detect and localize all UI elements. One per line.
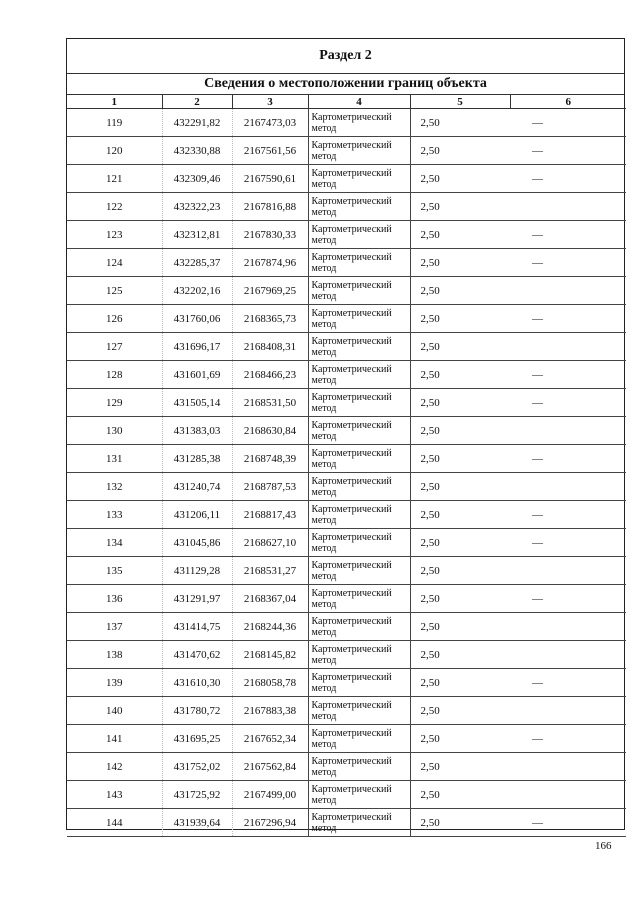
table-row bbox=[67, 613, 626, 641]
table-row bbox=[67, 725, 626, 753]
accuracy-cell: 2,50 bbox=[410, 249, 510, 277]
method-cell bbox=[308, 165, 410, 193]
accuracy-cell: 2,50 bbox=[410, 277, 510, 305]
method-cell bbox=[308, 221, 410, 249]
method-line-2: метод bbox=[311, 822, 337, 834]
y-coordinate-cell: 2168630,84 bbox=[232, 417, 308, 445]
method-cell bbox=[308, 613, 410, 641]
y-coordinate-cell: 2167590,61 bbox=[232, 165, 308, 193]
table-header-row bbox=[67, 95, 626, 109]
x-coordinate-cell: 431695,25 bbox=[162, 725, 232, 753]
table-row bbox=[67, 137, 626, 165]
accuracy-cell: 2,50 bbox=[410, 333, 510, 361]
y-coordinate-cell: 2167473,03 bbox=[232, 109, 308, 137]
x-coordinate-cell: 432309,46 bbox=[162, 165, 232, 193]
description-cell bbox=[510, 557, 626, 585]
description-cell: — bbox=[510, 109, 626, 137]
point-number-cell: 136 bbox=[67, 585, 162, 613]
y-coordinate-cell: 2167816,88 bbox=[232, 193, 308, 221]
description-cell: — bbox=[510, 529, 626, 557]
accuracy-cell: 2,50 bbox=[410, 781, 510, 809]
table-row bbox=[67, 697, 626, 725]
method-line-2: метод bbox=[311, 430, 337, 442]
column-header: 3 bbox=[232, 95, 308, 109]
point-number-cell: 142 bbox=[67, 753, 162, 781]
x-coordinate-cell: 431129,28 bbox=[162, 557, 232, 585]
document-sheet bbox=[66, 38, 625, 834]
method-line-2: метод bbox=[311, 682, 337, 694]
y-coordinate-cell: 2167499,00 bbox=[232, 781, 308, 809]
method-line-1: Картометрический bbox=[311, 727, 392, 739]
description-cell bbox=[510, 753, 626, 781]
method-line-2: метод bbox=[311, 710, 337, 722]
table-row bbox=[67, 389, 626, 417]
boundary-points-table bbox=[67, 95, 626, 837]
description-cell: — bbox=[510, 809, 626, 837]
description-cell bbox=[510, 333, 626, 361]
method-line-2: метод bbox=[311, 346, 337, 358]
point-number-cell: 126 bbox=[67, 305, 162, 333]
point-number-cell: 141 bbox=[67, 725, 162, 753]
page-number: 166 bbox=[595, 840, 612, 852]
method-line-2: метод bbox=[311, 654, 337, 666]
method-cell bbox=[308, 557, 410, 585]
method-line-2: метод bbox=[311, 458, 337, 470]
method-line-1: Картометрический bbox=[311, 447, 392, 459]
x-coordinate-cell: 431725,92 bbox=[162, 781, 232, 809]
point-number-cell: 128 bbox=[67, 361, 162, 389]
method-cell bbox=[308, 361, 410, 389]
table-row bbox=[67, 585, 626, 613]
y-coordinate-cell: 2167830,33 bbox=[232, 221, 308, 249]
accuracy-cell: 2,50 bbox=[410, 137, 510, 165]
method-line-1: Картометрический bbox=[311, 587, 392, 599]
description-cell bbox=[510, 417, 626, 445]
description-cell bbox=[510, 641, 626, 669]
y-coordinate-cell: 2167562,84 bbox=[232, 753, 308, 781]
method-cell bbox=[308, 641, 410, 669]
method-line-2: метод bbox=[311, 206, 337, 218]
x-coordinate-cell: 431291,97 bbox=[162, 585, 232, 613]
method-line-2: метод bbox=[311, 598, 337, 610]
point-number-cell: 144 bbox=[67, 809, 162, 837]
method-cell bbox=[308, 249, 410, 277]
y-coordinate-cell: 2168531,27 bbox=[232, 557, 308, 585]
point-number-cell: 121 bbox=[67, 165, 162, 193]
x-coordinate-cell: 431610,30 bbox=[162, 669, 232, 697]
method-line-2: метод bbox=[311, 290, 337, 302]
method-line-2: метод bbox=[311, 570, 337, 582]
y-coordinate-cell: 2167883,38 bbox=[232, 697, 308, 725]
accuracy-cell: 2,50 bbox=[410, 529, 510, 557]
y-coordinate-cell: 2168145,82 bbox=[232, 641, 308, 669]
method-cell bbox=[308, 445, 410, 473]
accuracy-cell: 2,50 bbox=[410, 473, 510, 501]
description-cell bbox=[510, 781, 626, 809]
y-coordinate-cell: 2168408,31 bbox=[232, 333, 308, 361]
column-header: 2 bbox=[162, 95, 232, 109]
accuracy-cell: 2,50 bbox=[410, 361, 510, 389]
table-row bbox=[67, 809, 626, 837]
accuracy-cell: 2,50 bbox=[410, 641, 510, 669]
method-cell bbox=[308, 473, 410, 501]
accuracy-cell: 2,50 bbox=[410, 193, 510, 221]
method-line-1: Картометрический bbox=[311, 811, 392, 823]
method-line-1: Картометрический bbox=[311, 195, 392, 207]
description-cell: — bbox=[510, 249, 626, 277]
method-line-1: Картометрический bbox=[311, 363, 392, 375]
method-cell bbox=[308, 781, 410, 809]
description-cell: — bbox=[510, 501, 626, 529]
description-cell: — bbox=[510, 585, 626, 613]
method-cell bbox=[308, 137, 410, 165]
method-line-1: Картометрический bbox=[311, 391, 392, 403]
subsection-title: Сведения о местоположении границ объекта bbox=[67, 74, 624, 95]
y-coordinate-cell: 2168787,53 bbox=[232, 473, 308, 501]
y-coordinate-cell: 2168058,78 bbox=[232, 669, 308, 697]
x-coordinate-cell: 431414,75 bbox=[162, 613, 232, 641]
method-line-2: метод bbox=[311, 514, 337, 526]
method-cell bbox=[308, 697, 410, 725]
accuracy-cell: 2,50 bbox=[410, 389, 510, 417]
method-line-2: метод bbox=[311, 178, 337, 190]
method-line-1: Картометрический bbox=[311, 531, 392, 543]
method-cell bbox=[308, 501, 410, 529]
point-number-cell: 119 bbox=[67, 109, 162, 137]
description-cell bbox=[510, 193, 626, 221]
x-coordinate-cell: 432202,16 bbox=[162, 277, 232, 305]
point-number-cell: 127 bbox=[67, 333, 162, 361]
table-row bbox=[67, 165, 626, 193]
method-cell bbox=[308, 109, 410, 137]
method-cell bbox=[308, 669, 410, 697]
description-cell: — bbox=[510, 221, 626, 249]
point-number-cell: 124 bbox=[67, 249, 162, 277]
table-row bbox=[67, 669, 626, 697]
method-line-1: Картометрический bbox=[311, 111, 392, 123]
y-coordinate-cell: 2167969,25 bbox=[232, 277, 308, 305]
y-coordinate-cell: 2168367,04 bbox=[232, 585, 308, 613]
x-coordinate-cell: 431383,03 bbox=[162, 417, 232, 445]
point-number-cell: 134 bbox=[67, 529, 162, 557]
y-coordinate-cell: 2167874,96 bbox=[232, 249, 308, 277]
table-row bbox=[67, 501, 626, 529]
point-number-cell: 143 bbox=[67, 781, 162, 809]
accuracy-cell: 2,50 bbox=[410, 585, 510, 613]
method-cell bbox=[308, 333, 410, 361]
accuracy-cell: 2,50 bbox=[410, 725, 510, 753]
x-coordinate-cell: 432322,23 bbox=[162, 193, 232, 221]
table-row bbox=[67, 557, 626, 585]
x-coordinate-cell: 431470,62 bbox=[162, 641, 232, 669]
x-coordinate-cell: 431780,72 bbox=[162, 697, 232, 725]
x-coordinate-cell: 432291,82 bbox=[162, 109, 232, 137]
x-coordinate-cell: 431939,64 bbox=[162, 809, 232, 837]
method-cell bbox=[308, 277, 410, 305]
method-line-2: метод bbox=[311, 738, 337, 750]
method-cell bbox=[308, 529, 410, 557]
x-coordinate-cell: 431752,02 bbox=[162, 753, 232, 781]
x-coordinate-cell: 431601,69 bbox=[162, 361, 232, 389]
section-title: Раздел 2 bbox=[67, 39, 624, 74]
x-coordinate-cell: 431760,06 bbox=[162, 305, 232, 333]
description-cell: — bbox=[510, 445, 626, 473]
method-line-1: Картометрический bbox=[311, 335, 392, 347]
method-line-1: Картометрический bbox=[311, 167, 392, 179]
method-line-1: Картометрический bbox=[311, 755, 392, 767]
point-number-cell: 123 bbox=[67, 221, 162, 249]
point-number-cell: 131 bbox=[67, 445, 162, 473]
description-cell bbox=[510, 473, 626, 501]
method-cell bbox=[308, 725, 410, 753]
method-line-2: метод bbox=[311, 262, 337, 274]
table-row bbox=[67, 109, 626, 137]
table-row bbox=[67, 781, 626, 809]
description-cell bbox=[510, 277, 626, 305]
column-header: 5 bbox=[410, 95, 510, 109]
method-line-1: Картометрический bbox=[311, 419, 392, 431]
x-coordinate-cell: 432330,88 bbox=[162, 137, 232, 165]
y-coordinate-cell: 2167561,56 bbox=[232, 137, 308, 165]
method-cell bbox=[308, 389, 410, 417]
method-line-2: метод bbox=[311, 766, 337, 778]
method-line-1: Картометрический bbox=[311, 643, 392, 655]
point-number-cell: 139 bbox=[67, 669, 162, 697]
description-cell: — bbox=[510, 165, 626, 193]
table-row bbox=[67, 753, 626, 781]
method-line-2: метод bbox=[311, 150, 337, 162]
point-number-cell: 135 bbox=[67, 557, 162, 585]
method-line-1: Картометрический bbox=[311, 699, 392, 711]
table-row bbox=[67, 193, 626, 221]
point-number-cell: 125 bbox=[67, 277, 162, 305]
table-row bbox=[67, 417, 626, 445]
accuracy-cell: 2,50 bbox=[410, 305, 510, 333]
method-line-2: метод bbox=[311, 486, 337, 498]
method-line-2: метод bbox=[311, 234, 337, 246]
description-cell bbox=[510, 697, 626, 725]
method-cell bbox=[308, 585, 410, 613]
accuracy-cell: 2,50 bbox=[410, 109, 510, 137]
x-coordinate-cell: 431285,38 bbox=[162, 445, 232, 473]
method-cell bbox=[308, 417, 410, 445]
accuracy-cell: 2,50 bbox=[410, 613, 510, 641]
table-row bbox=[67, 641, 626, 669]
method-cell bbox=[308, 809, 410, 837]
accuracy-cell: 2,50 bbox=[410, 165, 510, 193]
y-coordinate-cell: 2167296,94 bbox=[232, 809, 308, 837]
x-coordinate-cell: 431240,74 bbox=[162, 473, 232, 501]
y-coordinate-cell: 2168365,73 bbox=[232, 305, 308, 333]
accuracy-cell: 2,50 bbox=[410, 697, 510, 725]
accuracy-cell: 2,50 bbox=[410, 445, 510, 473]
method-cell bbox=[308, 305, 410, 333]
x-coordinate-cell: 431505,14 bbox=[162, 389, 232, 417]
table-row bbox=[67, 473, 626, 501]
method-line-1: Картометрический bbox=[311, 615, 392, 627]
method-line-1: Картометрический bbox=[311, 223, 392, 235]
column-header: 1 bbox=[67, 95, 162, 109]
table-row bbox=[67, 333, 626, 361]
point-number-cell: 132 bbox=[67, 473, 162, 501]
method-line-2: метод bbox=[311, 542, 337, 554]
table-row bbox=[67, 529, 626, 557]
point-number-cell: 138 bbox=[67, 641, 162, 669]
accuracy-cell: 2,50 bbox=[410, 809, 510, 837]
table-row bbox=[67, 305, 626, 333]
description-cell: — bbox=[510, 669, 626, 697]
x-coordinate-cell: 431206,11 bbox=[162, 501, 232, 529]
description-cell: — bbox=[510, 137, 626, 165]
method-cell bbox=[308, 193, 410, 221]
description-cell: — bbox=[510, 389, 626, 417]
accuracy-cell: 2,50 bbox=[410, 417, 510, 445]
method-line-1: Картометрический bbox=[311, 251, 392, 263]
method-line-2: метод bbox=[311, 374, 337, 386]
method-line-2: метод bbox=[311, 794, 337, 806]
accuracy-cell: 2,50 bbox=[410, 221, 510, 249]
column-header: 6 bbox=[510, 95, 626, 109]
table-body bbox=[67, 109, 626, 837]
method-line-2: метод bbox=[311, 122, 337, 134]
accuracy-cell: 2,50 bbox=[410, 557, 510, 585]
y-coordinate-cell: 2168817,43 bbox=[232, 501, 308, 529]
method-line-1: Картометрический bbox=[311, 503, 392, 515]
method-line-1: Картометрический bbox=[311, 139, 392, 151]
x-coordinate-cell: 431045,86 bbox=[162, 529, 232, 557]
point-number-cell: 133 bbox=[67, 501, 162, 529]
accuracy-cell: 2,50 bbox=[410, 669, 510, 697]
y-coordinate-cell: 2168531,50 bbox=[232, 389, 308, 417]
point-number-cell: 129 bbox=[67, 389, 162, 417]
y-coordinate-cell: 2167652,34 bbox=[232, 725, 308, 753]
table-row bbox=[67, 361, 626, 389]
x-coordinate-cell: 431696,17 bbox=[162, 333, 232, 361]
method-line-2: метод bbox=[311, 402, 337, 414]
accuracy-cell: 2,50 bbox=[410, 753, 510, 781]
method-line-2: метод bbox=[311, 626, 337, 638]
y-coordinate-cell: 2168627,10 bbox=[232, 529, 308, 557]
point-number-cell: 137 bbox=[67, 613, 162, 641]
table-row bbox=[67, 221, 626, 249]
description-cell: — bbox=[510, 305, 626, 333]
column-header: 4 bbox=[308, 95, 410, 109]
point-number-cell: 140 bbox=[67, 697, 162, 725]
x-coordinate-cell: 432285,37 bbox=[162, 249, 232, 277]
method-line-1: Картометрический bbox=[311, 307, 392, 319]
x-coordinate-cell: 432312,81 bbox=[162, 221, 232, 249]
method-line-1: Картометрический bbox=[311, 671, 392, 683]
method-line-1: Картометрический bbox=[311, 783, 392, 795]
description-cell bbox=[510, 613, 626, 641]
y-coordinate-cell: 2168466,23 bbox=[232, 361, 308, 389]
method-line-1: Картометрический bbox=[311, 559, 392, 571]
method-line-1: Картометрический bbox=[311, 279, 392, 291]
point-number-cell: 120 bbox=[67, 137, 162, 165]
table-row bbox=[67, 445, 626, 473]
point-number-cell: 130 bbox=[67, 417, 162, 445]
method-line-2: метод bbox=[311, 318, 337, 330]
table-row bbox=[67, 277, 626, 305]
y-coordinate-cell: 2168748,39 bbox=[232, 445, 308, 473]
method-cell bbox=[308, 753, 410, 781]
method-line-1: Картометрический bbox=[311, 475, 392, 487]
y-coordinate-cell: 2168244,36 bbox=[232, 613, 308, 641]
description-cell: — bbox=[510, 725, 626, 753]
accuracy-cell: 2,50 bbox=[410, 501, 510, 529]
description-cell: — bbox=[510, 361, 626, 389]
table-row bbox=[67, 249, 626, 277]
point-number-cell: 122 bbox=[67, 193, 162, 221]
